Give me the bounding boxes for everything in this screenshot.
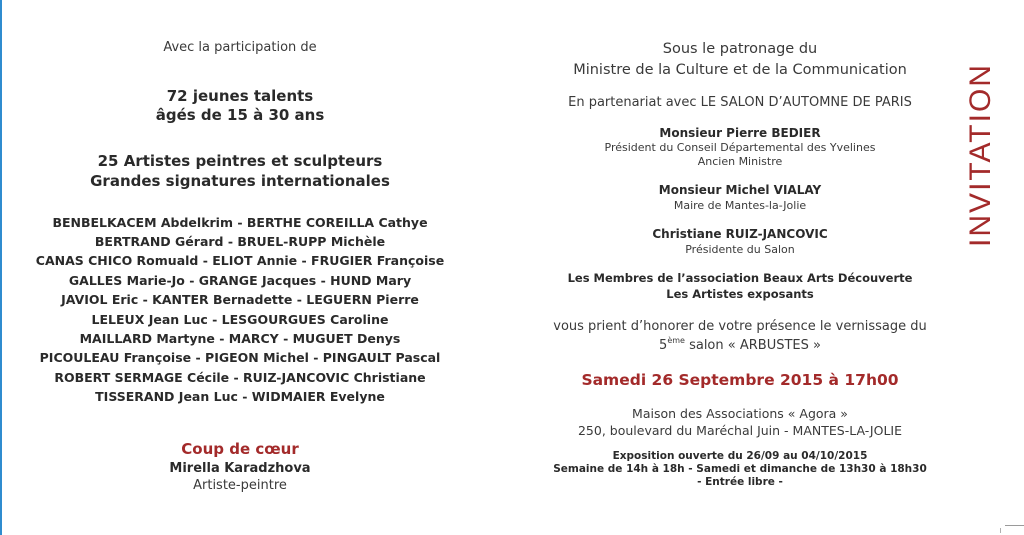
host-name-bedier: Monsieur Pierre BEDIER <box>659 126 821 140</box>
salon-name: salon « ARBUSTES » <box>684 338 821 353</box>
host-title-bedier-1: Président du Conseil Départemental des Yvelines <box>604 141 876 154</box>
artists-heading-1: 25 Artistes peintres et sculpteurs <box>97 152 383 170</box>
coup-de-coeur-name: Mirella Karadzhova <box>169 461 311 476</box>
host-title-vialay: Maire de Mantes-la-Jolie <box>673 199 807 212</box>
crop-mark <box>1005 525 1024 526</box>
artist-line: TISSERAND Jean Luc - WIDMAIER Evelyne <box>95 389 385 404</box>
exhibition-hours: Semaine de 14h à 18h - Samedi et dimanche de 13h30 à 18h30 <box>553 463 927 475</box>
patronage-line-2: Ministre de la Culture et de la Communication <box>573 62 907 78</box>
members-line-2: Les Artistes exposants <box>666 287 814 301</box>
artist-line: BERTRAND Gérard - BRUEL-RUPP Michèle <box>94 234 386 249</box>
artist-line: MAILLARD Martyne - MARCY - MUGUET Denys <box>79 331 401 346</box>
exhibition-entry: - Entrée libre - <box>697 476 783 488</box>
request-line-1: vous prient d’honorer de votre présence le vernissage du <box>553 319 927 334</box>
artist-line: ROBERT SERMAGE Cécile - RUIZ-JANCOVIC Christiane <box>54 370 426 385</box>
artist-line: JAVIOL Eric - KANTER Bernadette - LEGUERN Pierre <box>61 292 419 307</box>
host-name-ruiz-jancovic: Christiane RUIZ-JANCOVIC <box>652 227 828 241</box>
coup-de-coeur-title: Coup de cœur <box>181 440 299 458</box>
artists-heading-2: Grandes signatures internationales <box>90 172 390 190</box>
event-date: Samedi 26 Septembre 2015 à 17h00 <box>581 371 899 389</box>
partnership-line: En partenariat avec LE SALON D’AUTOMNE DE PARIS <box>568 95 912 110</box>
talents-line-1: 72 jeunes talents <box>166 87 314 105</box>
host-title-ruiz-jancovic: Présidente du Salon <box>685 243 795 256</box>
patronage-line-1: Sous le patronage du <box>662 41 818 57</box>
artist-line: CANAS CHICO Romuald - ELIOT Annie - FRUGIER Françoise <box>35 253 445 268</box>
artist-line: PICOULEAU Françoise - PIGEON Michel - PINGAULT Pascal <box>39 350 441 365</box>
edition-ordinal: ème <box>667 336 685 345</box>
participation-intro: Avec la participation de <box>163 40 317 55</box>
host-title-bedier-2: Ancien Ministre <box>697 155 783 168</box>
crop-mark-tick <box>1000 528 1001 533</box>
invitation-side-title <box>956 40 1006 270</box>
edition-number: 5 <box>659 338 668 353</box>
host-name-vialay: Monsieur Michel VIALAY <box>658 183 822 197</box>
venue-line-2: 250, boulevard du Maréchal Juin - MANTES-LA-JOLIE <box>577 423 903 438</box>
request-line-2 <box>520 336 960 353</box>
artist-line: LELEUX Jean Luc - LESGOURGUES Caroline <box>91 312 389 327</box>
exhibition-dates: Exposition ouverte du 26/09 au 04/10/2015 <box>612 450 868 462</box>
talents-line-2: âgés de 15 à 30 ans <box>155 106 325 124</box>
left-border-rule <box>0 0 2 535</box>
members-line-1: Les Membres de l’association Beaux Arts Découverte <box>567 271 913 285</box>
artist-line: BENBELKACEM Abdelkrim - BERTHE COREILLA Cathye <box>52 215 428 230</box>
invitation-title-text: INVITATION <box>964 63 997 247</box>
coup-de-coeur-role: Artiste-peintre <box>193 478 287 493</box>
venue-line-1: Maison des Associations « Agora » <box>632 406 848 421</box>
artist-line: GALLES Marie-Jo - GRANGE Jacques - HUND Mary <box>68 273 412 288</box>
